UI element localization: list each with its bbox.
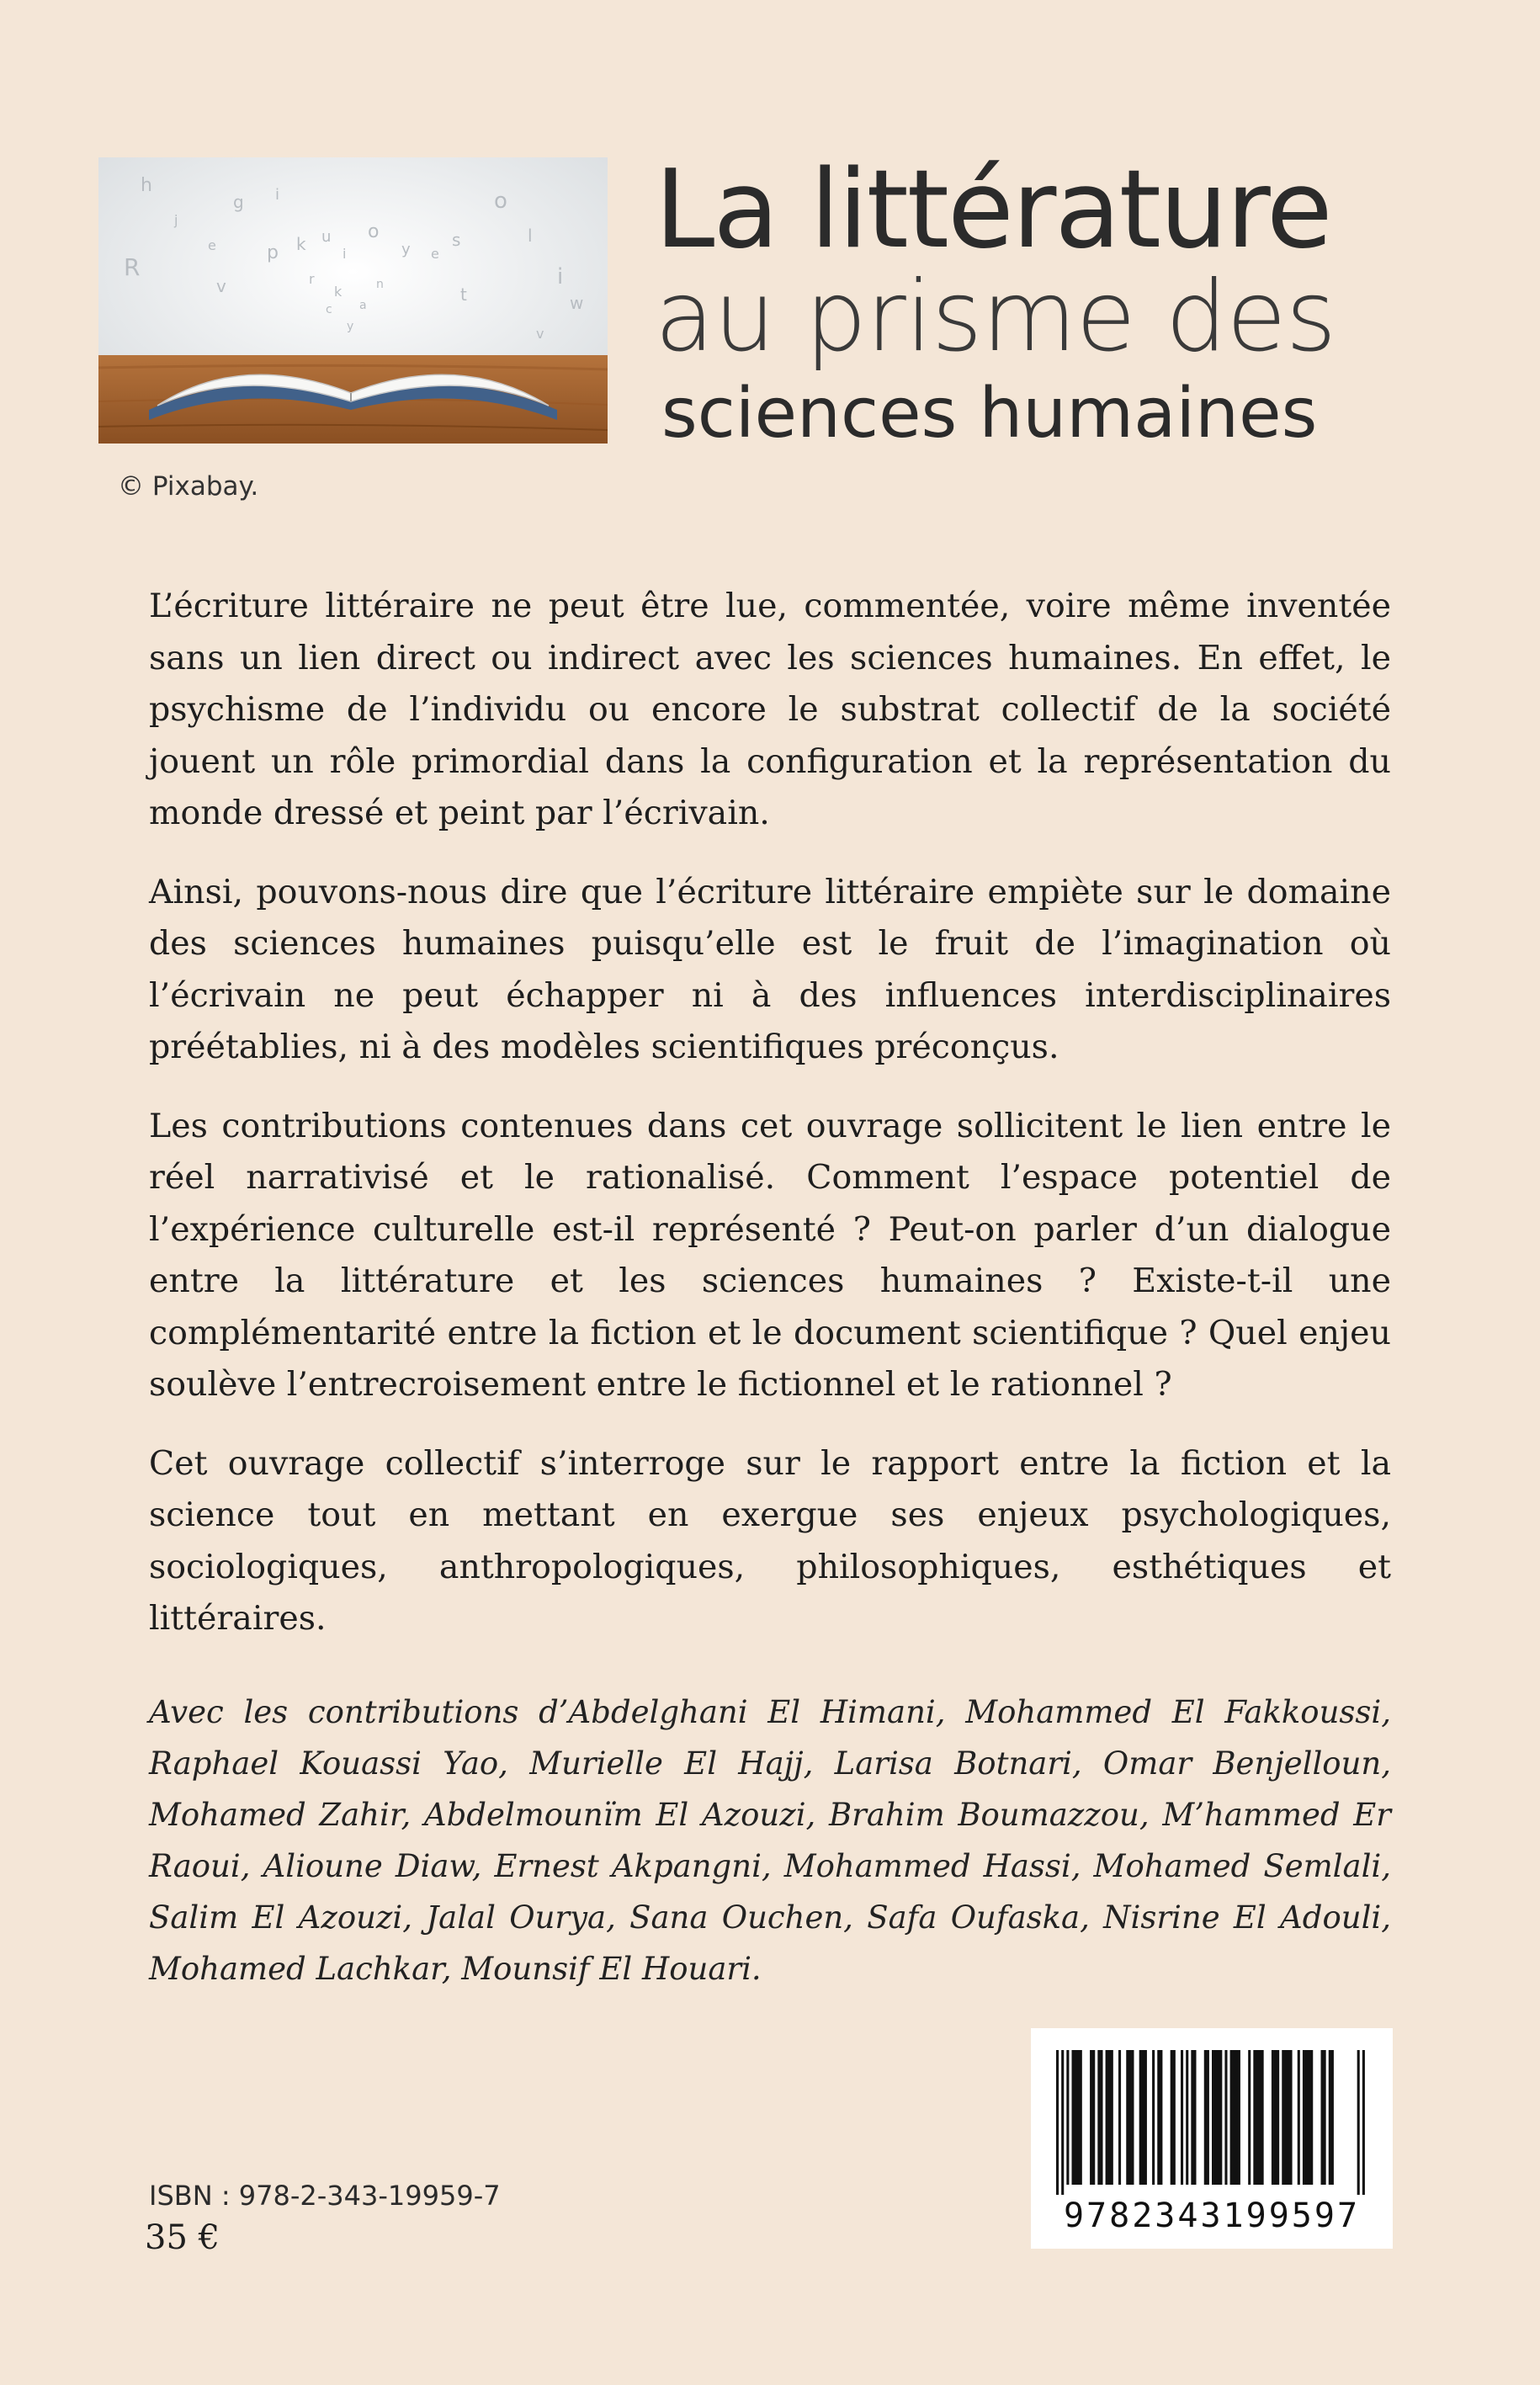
title-line-1: La littérature xyxy=(655,147,1331,273)
barcode-bar xyxy=(1152,2050,1155,2185)
barcode-bar xyxy=(1061,2050,1064,2195)
barcode-bar xyxy=(1224,2050,1227,2185)
barcode-bar xyxy=(1186,2050,1188,2185)
barcode-digits: 9782343199597 xyxy=(1063,2196,1361,2235)
svg-text:u: u xyxy=(321,228,332,246)
barcode-bar xyxy=(1139,2050,1147,2185)
title-line-2: au prisme des xyxy=(655,260,1336,374)
svg-text:c: c xyxy=(326,303,332,316)
svg-text:j: j xyxy=(174,212,178,228)
barcode-bars xyxy=(1056,2050,1367,2195)
barcode-bar xyxy=(1157,2050,1162,2185)
title-line-3: sciences humaines xyxy=(661,374,1318,454)
barcode-bar xyxy=(1090,2050,1095,2185)
barcode-bar xyxy=(1230,2050,1240,2185)
barcode-bar xyxy=(1126,2050,1134,2185)
svg-text:g: g xyxy=(233,192,244,212)
barcode-bar xyxy=(1282,2050,1292,2185)
barcode-bar xyxy=(1204,2050,1209,2185)
barcode-bar xyxy=(1303,2050,1313,2185)
svg-text:w: w xyxy=(570,293,584,313)
svg-text:e: e xyxy=(431,246,439,262)
barcode-bar xyxy=(1253,2050,1263,2185)
svg-text:i: i xyxy=(557,264,564,289)
svg-text:h: h xyxy=(141,175,152,196)
svg-text:v: v xyxy=(536,326,544,342)
barcode-bar xyxy=(1066,2050,1069,2185)
svg-text:y: y xyxy=(347,320,354,333)
blurb xyxy=(149,581,1391,1672)
barcode-bar xyxy=(1191,2050,1196,2185)
cover-photo xyxy=(98,157,608,444)
svg-text:l: l xyxy=(528,226,533,246)
barcode-bar xyxy=(1248,2050,1251,2185)
barcode-bar xyxy=(1362,2050,1365,2195)
blurb-paragraph-3: Les contributions contenues dans cet ouvrage sollicitent le lien entre le réel narrativisé et le rationalisé. Comment l’espace potentiel de l’expérience culturelle est-il représenté ? Peut-on parler d’un dialogue entre la littérature et les sciences humaines ? Existe-t-il une complémentarité entre la fiction et le document scientifique ? Quel enjeu soulève l’entrecroisement entre le fictionnel et le rationnel ? xyxy=(149,1106,1391,1404)
barcode-bar xyxy=(1329,2050,1334,2185)
blurb-paragraph-1: L’écriture littéraire ne peut être lue, commentée, voire même inventée sans un lien direct ou indirect avec les sciences humaines. En effet, le psychisme de l’individu ou encore le substrat collectif de la société jouent un rôle primordial dans la configuration et la représentation du monde dressé et peint par l’écrivain. xyxy=(149,587,1391,832)
barcode-bar xyxy=(1298,2050,1300,2185)
barcode-bar xyxy=(1357,2050,1360,2195)
barcode-bar xyxy=(1106,2050,1113,2185)
svg-text:a: a xyxy=(359,299,367,312)
svg-text:o: o xyxy=(368,221,380,242)
svg-text:v: v xyxy=(216,276,226,296)
svg-text:n: n xyxy=(376,278,384,291)
barcode-bar xyxy=(1118,2050,1121,2185)
barcode-bar xyxy=(1171,2050,1176,2185)
svg-text:k: k xyxy=(334,284,343,300)
barcode-bar xyxy=(1321,2050,1326,2185)
svg-text:p: p xyxy=(267,242,279,263)
svg-text:t: t xyxy=(460,284,467,305)
svg-text:o: o xyxy=(494,189,507,214)
svg-text:i: i xyxy=(343,246,347,262)
open-book-icon xyxy=(98,157,608,444)
contributors-list: Avec les contributions d’Abdelghani El Himani, Mohammed El Fakkoussi, Raphael Kouassi Yao, Murielle El Hajj, Larisa Botnari, Omar Benjelloun, Mohamed Zahir, Abdelmounïm El Azouzi, Brahim Boumazzou, M’hammed Er Raoui, Alioune Diaw, Ernest Akpangni, Mohammed Hassi, Mohamed Semlali, Salim El Azouzi, Jalal Ourya, Sana Ouchen, Safa Oufaska, Nisrine El Adouli, Mohamed Lachkar, Mounsif El Houari. xyxy=(149,1694,1391,1987)
barcode-bar xyxy=(1272,2050,1279,2185)
price: 35 € xyxy=(145,2218,220,2257)
svg-text:r: r xyxy=(309,271,315,287)
svg-text:R: R xyxy=(124,253,141,281)
blurb-paragraph-2: Ainsi, pouvons-nous dire que l’écriture littéraire empiète sur le domaine des sciences humaines puisqu’elle est le fruit de l’imagination où l’écrivain ne peut échapper ni à des influences interdisciplinaires préétablies, ni à des modèles scientifiques préconçus. xyxy=(149,872,1391,1066)
photo-credit: © Pixabay. xyxy=(118,471,259,502)
barcode-bar xyxy=(1056,2050,1059,2195)
barcode xyxy=(1031,2028,1393,2249)
svg-text:i: i xyxy=(275,186,280,204)
barcode-bar xyxy=(1072,2050,1082,2185)
barcode-bar xyxy=(1181,2050,1183,2185)
svg-text:s: s xyxy=(452,230,461,250)
blurb-paragraph-4: Cet ouvrage collectif s’interroge sur le rapport entre la fiction et la science tout en mettant en exergue ses enjeux psychologiques, sociologiques, anthropologiques, philosophiques, esthétiques et littéraires. xyxy=(149,1443,1391,1638)
svg-text:e: e xyxy=(208,237,216,253)
svg-text:y: y xyxy=(401,241,411,258)
svg-text:k: k xyxy=(296,234,306,254)
barcode-bar xyxy=(1212,2050,1222,2185)
barcode-bar xyxy=(1097,2050,1102,2185)
isbn: ISBN : 978-2-343-19959-7 xyxy=(149,2180,501,2212)
